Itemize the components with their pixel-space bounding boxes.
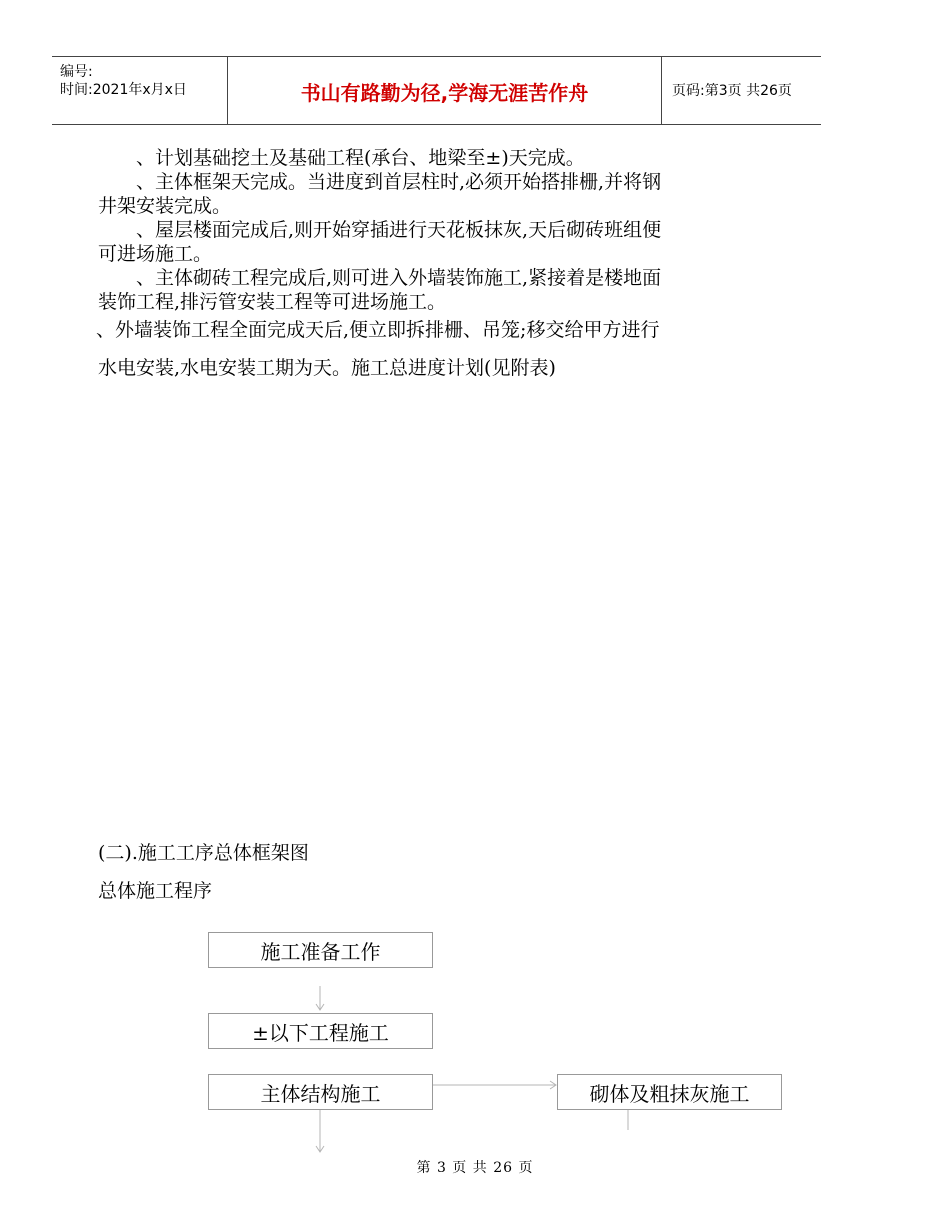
document-time-label: 时间:2021年x月x日 [60, 82, 187, 98]
header-page-info: 页码:第3页 共26页 [672, 83, 792, 99]
flow-box-masonry: 砌体及粗抹灰施工 [557, 1074, 782, 1110]
body-line-6: 、主体砌砖工程完成后,则可进入外墙装饰施工,紧接着是楼地面 [136, 267, 662, 289]
body-line-3: 井架安装完成。 [98, 195, 232, 217]
page-footer: 第 3 页 共 26 页 [416, 1160, 534, 1176]
body-line-7: 装饰工程,排污管安装工程等可进场施工。 [98, 291, 447, 313]
body-line-4: 、屋层楼面完成后,则开始穿插进行天花板抹灰,天后砌砖班组便 [136, 219, 662, 241]
flow-box-main-structure: 主体结构施工 [208, 1074, 433, 1110]
header-motto: 书山有路勤为径,学海无涯苦作舟 [300, 81, 589, 105]
flow-box-foundation: ±以下工程施工 [208, 1013, 433, 1049]
body-line-9: 水电安装,水电安装工期为天。施工总进度计划(见附表) [98, 357, 556, 379]
section-subheading: 总体施工程序 [98, 880, 213, 902]
body-line-5: 可进场施工。 [98, 243, 213, 265]
body-line-8: 、外墙装饰工程全面完成天后,便立即拆排栅、吊笼;移交给甲方进行 [96, 319, 660, 341]
body-line-2: 、主体框架天完成。当进度到首层柱时,必须开始搭排栅,并将钢 [136, 171, 662, 193]
document-number-label: 编号: [60, 64, 93, 80]
section-heading: (二).施工工序总体框架图 [98, 842, 309, 864]
flow-box-preparation: 施工准备工作 [208, 932, 433, 968]
body-line-1: 、计划基础挖土及基础工程(承台、地梁至±)天完成。 [136, 147, 585, 169]
